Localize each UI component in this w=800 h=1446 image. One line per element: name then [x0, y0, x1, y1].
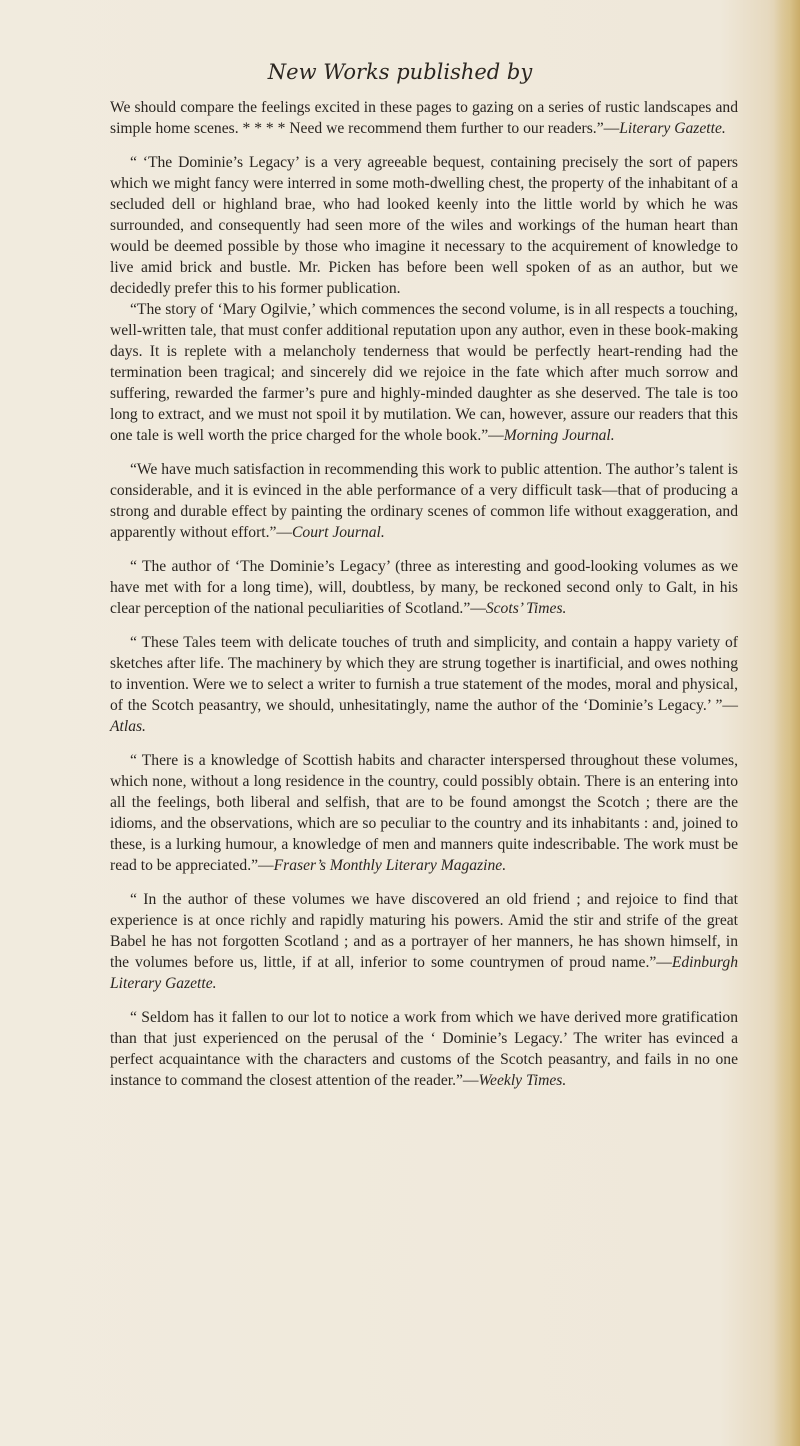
review-paragraph: [110, 299, 738, 446]
review-text: “ The author of ‘The Dominie’s Legacy’ (three as interesting and good-looking volumes as we have met with for a long time), will, doubtless, by many, be reckoned second only to Galt, in his clear perception of the national peculiarities of Scotland.”—: [110, 558, 738, 617]
review-paragraph: [110, 556, 738, 619]
review-source: Scots’ Times.: [485, 600, 567, 617]
review-paragraph: [110, 889, 738, 994]
review-text: “The story of ‘Mary Ogilvie,’ which commences the second volume, is in all respects a touching, well-written tale, that must confer additional reputation upon any author, even in these book-making days. It is replete with a melancholy tenderness that would be perfectly heart-rending had the termination been tragical; and sincerely did we rejoice in the fate which after much sorrow and suffering, rewarded the farmer’s pure and highly-minded daughter as she deserved. The tale is too long to extract, and we must not spoil it by mutilation. We can, however, assure our readers that this one tale is well worth the price charged for the whole book.”—: [110, 301, 738, 444]
review-text: “ ‘The Dominie’s Legacy’ is a very agreeable bequest, containing precisely the sort of papers which we might fancy were interred in some moth-dwelling chest, the property of the inhabitant of a secluded dell or highland brae, who had looked keenly into the little world by which he was surrounded, and consequently had seen more of the wiles and workings of the human heart than would be deemed possible by those who imagine it necessary to the acquirement of knowledge to live amid brick and bustle. Mr. Picken has before been well spoken of as an author, but we decidedly prefer this to his former publication.: [110, 154, 738, 297]
review-text: “ Seldom has it fallen to our lot to notice a work from which we have derived more gratification than that just experienced on the perusal of the ‘ Dominie’s Legacy.’ The writer has evinced a perfect acquaintance with the characters and customs of the Scotch peasantry, and fails in no one instance to command the closest attention of the reader.”—: [110, 1009, 738, 1089]
review-text: “ There is a knowledge of Scottish habits and character interspersed throughout these volumes, which none, without a long residence in the country, could possibly obtain. There is an entering into all the feelings, both liberal and selfish, that are to be found amongst the Scotch ; there are the idioms, and the observations, which are so peculiar to the country and its inhabitants : and, joined to these, is a lurking humour, a knowledge of men and manners quite indescribable. The work must be read to be appreciated.”—: [110, 752, 738, 874]
review-paragraph: [110, 97, 738, 139]
review-source: Morning Journal.: [503, 427, 615, 444]
review-source: Weekly Times.: [478, 1072, 567, 1089]
review-paragraph: [110, 750, 738, 876]
review-text: “We have much satisfaction in recommending this work to public attention. The author’s talent is considerable, and it is evinced in the able performance of a very difficult task—that of producing a strong and durable effect by painting the ordinary scenes of common life without exaggeration, and apparently without effort.”—: [110, 461, 738, 541]
review-source: Fraser’s Monthly Literary Magazine.: [273, 857, 507, 874]
review-paragraph: [110, 459, 738, 543]
review-source: Literary Gazette.: [619, 120, 726, 137]
review-source: Edinburgh Literary Gazette.: [110, 954, 738, 992]
reviews-body: [110, 97, 738, 1104]
review-source: Court Journal.: [292, 524, 385, 541]
page-edge-shading: [774, 0, 800, 1446]
review-text: We should compare the feelings excited in these pages to gazing on a series of rustic landscapes and simple home scenes. * * * * Need we recommend them further to our readers.”—: [110, 99, 738, 137]
running-header: New Works published by: [267, 60, 533, 84]
review-paragraph: [110, 632, 738, 737]
review-source: Atlas.: [110, 718, 146, 735]
review-text: “ In the author of these volumes we have discovered an old friend ; and rejoice to find that experience is at once richly and rapidly maturing his powers. Amid the stir and strife of the great Babel he has not forgotten Scotland ; and as a portrayer of her manners, he has shown himself, in the volumes before us, little, if at all, inferior to some countrymen of proud name.”—: [110, 891, 738, 971]
review-paragraph: [110, 152, 738, 299]
review-text: “ These Tales teem with delicate touches of truth and simplicity, and contain a happy variety of sketches after life. The machinery by which they are strung together is inartificial, and owes nothing to invention. Were we to select a writer to furnish a true statement of the modes, moral and physical, of the Scotch peasantry, we should, unhesitatingly, name the author of the ‘Dominie’s Legacy.’ ”—: [110, 634, 738, 714]
review-paragraph: [110, 1007, 738, 1091]
